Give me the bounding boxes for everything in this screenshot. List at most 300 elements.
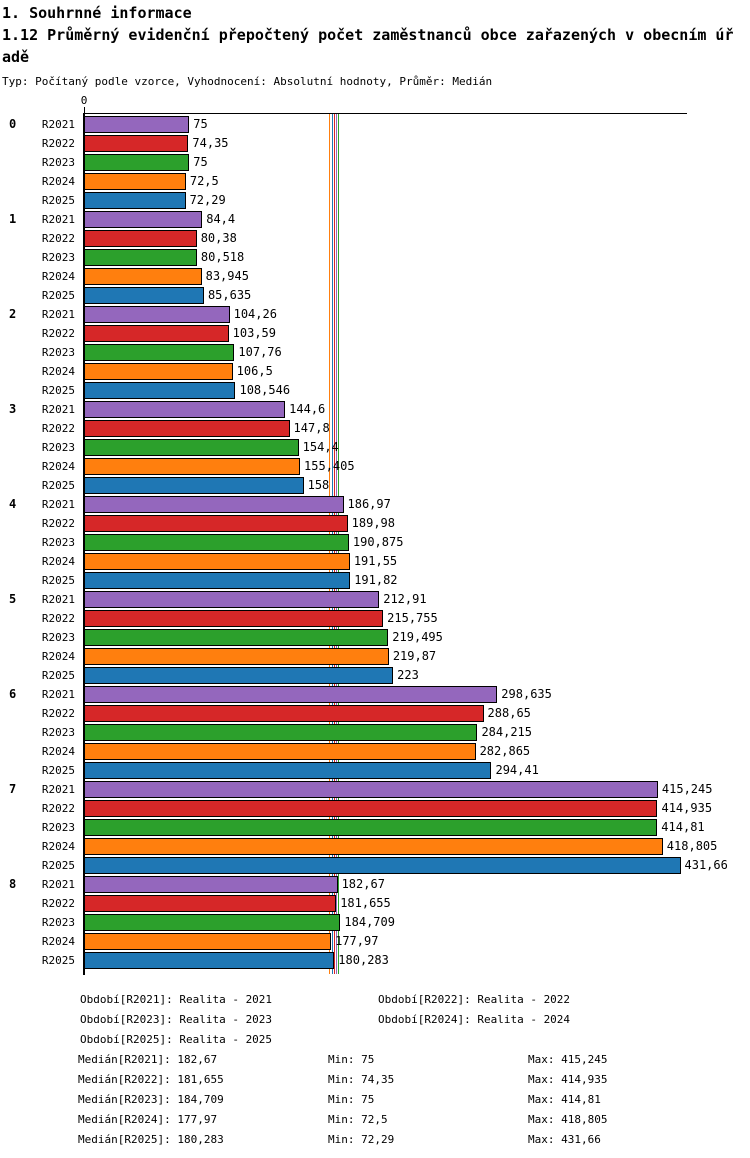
bar-row (0, 553, 690, 570)
bar-track (84, 724, 690, 741)
bar-value-label: 181,655 (340, 896, 391, 910)
bar-track (84, 952, 690, 969)
group-label-spacer (0, 572, 34, 589)
group-label-spacer (0, 762, 34, 779)
bar-group-5 (0, 591, 690, 684)
chart-title-line2: adě (2, 48, 30, 66)
series-label: R2021 (41, 213, 75, 226)
bar-row (0, 534, 690, 551)
bar-r2025 (84, 667, 393, 684)
bar-row (0, 762, 690, 779)
group-label-spacer (0, 933, 34, 950)
legend-period-item: Období[R2021]: Realita - 2021 (80, 993, 273, 1006)
series-label: R2022 (41, 707, 75, 720)
series-label: R2022 (41, 897, 75, 910)
bar-row (0, 116, 690, 133)
series-label: R2022 (41, 612, 75, 625)
bar-value-label: 288,65 (487, 706, 531, 720)
bar-track (84, 173, 690, 190)
group-label: 6 (9, 687, 17, 701)
bar-track (84, 648, 690, 665)
bar-track (84, 895, 690, 912)
bar-r2025 (84, 477, 304, 494)
group-label-spacer (0, 667, 34, 684)
group-label-spacer (0, 705, 34, 722)
series-label: R2024 (41, 745, 75, 758)
legend-stat-row (78, 1113, 750, 1133)
bar-row (0, 344, 690, 361)
x-axis-line (84, 113, 687, 114)
bar-r2022 (84, 895, 336, 912)
bar-track (84, 762, 690, 779)
series-label: R2023 (41, 441, 75, 454)
bar-r2021 (84, 496, 344, 513)
bar-row (0, 287, 690, 304)
bar-value-label: 284,215 (481, 725, 533, 739)
bar-r2025 (84, 952, 334, 969)
series-label: R2023 (41, 631, 75, 644)
series-label: R2024 (41, 555, 75, 568)
bar-row (0, 135, 690, 152)
bar-value-label: 191,82 (354, 573, 398, 587)
bar-track (84, 325, 690, 342)
bar-r2023 (84, 154, 189, 171)
group-label-spacer (0, 857, 34, 874)
bar-row (0, 192, 690, 209)
bar-value-label: 75 (193, 117, 208, 131)
bar-value-label: 177,97 (335, 934, 379, 948)
series-label: R2022 (41, 232, 75, 245)
legend-stat-item: Medián[R2025]: 180,283 (78, 1133, 224, 1146)
bar-row (0, 914, 690, 931)
bar-value-label: 155,405 (304, 459, 355, 473)
series-label: R2023 (41, 916, 75, 929)
bar-value-label: 72,29 (189, 193, 226, 207)
bar-r2022 (84, 230, 197, 247)
bar-track (84, 591, 690, 608)
bar-track (84, 268, 690, 285)
bar-row (0, 515, 690, 532)
series-label: R2023 (41, 536, 75, 549)
series-label: R2021 (41, 118, 75, 131)
bar-row (0, 173, 690, 190)
series-label: R2023 (41, 346, 75, 359)
bar-value-label: 182,67 (341, 877, 385, 891)
chart-title-line1: 1.12 Průměrný evidenční přepočtený počet zaměstnanců obce zařazených v obecním úř (2, 26, 734, 44)
bar-value-label: 223 (397, 668, 419, 682)
bar-value-label: 103,59 (232, 326, 277, 340)
bar-r2023 (84, 344, 234, 361)
bar-value-label: 75 (193, 155, 208, 169)
bar-value-label: 215,755 (387, 611, 438, 625)
series-label: R2023 (41, 156, 75, 169)
bar-value-label: 158 (307, 478, 330, 492)
group-label-spacer (0, 743, 34, 760)
bar-r2025 (84, 857, 681, 874)
bar-r2024 (84, 838, 663, 855)
group-label-spacer (0, 610, 34, 627)
legend-stat-row (78, 1053, 750, 1073)
bar-value-label: 85,635 (207, 288, 252, 302)
bar-row (0, 154, 690, 171)
group-label-spacer (0, 325, 34, 342)
bar-track (84, 401, 690, 418)
bar-track (84, 857, 728, 874)
group-label-spacer (0, 363, 34, 380)
group-label-spacer (0, 249, 34, 266)
legend-stat-item: Min: 75 (328, 1053, 375, 1066)
series-label: R2022 (41, 422, 75, 435)
bar-value-label: 219,495 (392, 630, 443, 644)
bar-track (84, 800, 713, 817)
bar-r2022 (84, 420, 290, 437)
group-label-spacer (0, 420, 34, 437)
group-label-spacer (0, 154, 34, 171)
series-label: R2021 (41, 308, 75, 321)
bar-row (0, 230, 690, 247)
bar-value-label: 108,546 (239, 383, 291, 397)
series-label: R2024 (41, 175, 75, 188)
bar-track (84, 363, 690, 380)
group-label-spacer (0, 268, 34, 285)
bar-value-label: 106,5 (236, 364, 273, 378)
group-label: 2 (9, 307, 17, 321)
bar-track (84, 914, 690, 931)
bar-value-label: 154,4 (302, 440, 339, 454)
bar-row (0, 572, 690, 589)
bar-value-label: 219,87 (392, 649, 437, 663)
bar-track (84, 515, 690, 532)
bar-row (0, 648, 690, 665)
bar-value-label: 184,709 (344, 915, 395, 929)
report-header (2, 2, 750, 89)
bar-r2022 (84, 800, 657, 817)
series-label: R2021 (41, 878, 75, 891)
bar-row (0, 249, 690, 266)
bar-row (0, 857, 728, 874)
bar-row (0, 781, 713, 798)
bar-group-3 (0, 401, 690, 494)
bar-group-7 (0, 781, 728, 874)
legend-period-item: Období[R2023]: Realita - 2023 (80, 1013, 273, 1026)
bar-row (0, 895, 690, 912)
series-label: R2025 (41, 384, 75, 397)
group-label-spacer (0, 230, 34, 247)
group-label-spacer (0, 648, 34, 665)
legend-period-row (78, 993, 750, 1013)
bar-value-label: 180,283 (338, 953, 389, 967)
bar-r2023 (84, 534, 349, 551)
bar-row (0, 439, 690, 456)
bar-row (0, 705, 690, 722)
bar-r2021 (84, 781, 658, 798)
bar-group-8 (0, 876, 690, 969)
bar-value-label: 80,38 (200, 231, 237, 245)
group-label: 7 (9, 782, 17, 796)
bar-track (84, 781, 713, 798)
bar-track (84, 154, 690, 171)
legend-stat-item: Max: 414,935 (528, 1073, 608, 1086)
bar-track (84, 534, 690, 551)
bar-row (0, 876, 690, 893)
bar-value-label: 107,76 (238, 345, 282, 359)
series-label: R2021 (41, 783, 75, 796)
bar-row (0, 211, 690, 228)
bar-value-label: 212,91 (383, 592, 427, 606)
group-label-spacer (0, 192, 34, 209)
bar-track (84, 629, 690, 646)
bar-row (0, 306, 690, 323)
group-label-spacer (0, 895, 34, 912)
bar-r2023 (84, 914, 340, 931)
bar-track (84, 553, 690, 570)
bar-track (84, 667, 690, 684)
legend-stat-item: Min: 75 (328, 1093, 375, 1106)
legend-stat-item: Min: 72,29 (328, 1133, 395, 1146)
group-label: 4 (9, 497, 17, 511)
legend-stat-row (78, 1133, 750, 1153)
group-label-spacer (0, 135, 34, 152)
bar-row (0, 420, 690, 437)
bar-track (84, 211, 690, 228)
bar-r2024 (84, 268, 202, 285)
bar-track (84, 287, 690, 304)
group-label-spacer (0, 344, 34, 361)
bar-track (84, 572, 690, 589)
bar-r2025 (84, 382, 235, 399)
bar-row (0, 458, 690, 475)
bar-r2023 (84, 629, 388, 646)
bar-row (0, 363, 690, 380)
series-label: R2025 (41, 479, 75, 492)
bar-group-0 (0, 116, 690, 209)
bar-r2023 (84, 724, 477, 741)
section-title: 1. Souhrnné informace (2, 4, 192, 22)
bar-track (84, 876, 690, 893)
bar-track (84, 420, 690, 437)
bar-r2021 (84, 591, 379, 608)
bar-track (84, 933, 690, 950)
legend-stat-item: Medián[R2024]: 177,97 (78, 1113, 218, 1126)
group-label: 0 (9, 117, 17, 131)
series-label: R2023 (41, 251, 75, 264)
bar-r2022 (84, 515, 348, 532)
bar-track (84, 705, 690, 722)
chart-meta: Typ: Počítaný podle vzorce, Vyhodnocení: Absolutní hodnoty, Průměr: Medián (2, 75, 493, 88)
legend-stat-item: Min: 72,5 (328, 1113, 388, 1126)
legend-period-row (78, 1033, 750, 1053)
bar-row (0, 325, 690, 342)
group-label: 8 (9, 877, 17, 891)
series-label: R2023 (41, 821, 75, 834)
bar-row (0, 743, 690, 760)
bar-r2021 (84, 306, 230, 323)
series-label: R2024 (41, 270, 75, 283)
bar-value-label: 84,4 (206, 212, 236, 226)
series-label: R2024 (41, 650, 75, 663)
chart-rows (0, 116, 728, 971)
bar-chart (0, 95, 750, 985)
series-label: R2025 (41, 574, 75, 587)
bar-r2021 (84, 401, 285, 418)
bar-r2022 (84, 325, 229, 342)
series-label: R2024 (41, 460, 75, 473)
legend-stat-item: Max: 414,81 (528, 1093, 601, 1106)
series-label: R2025 (41, 764, 75, 777)
bar-row (0, 591, 690, 608)
bar-track (84, 249, 690, 266)
bar-track (84, 686, 690, 703)
chart-legend (78, 993, 750, 1153)
group-label-spacer (0, 914, 34, 931)
group-label-spacer (0, 173, 34, 190)
legend-stat-item: Max: 415,245 (528, 1053, 608, 1066)
bar-r2024 (84, 173, 186, 190)
bar-r2024 (84, 363, 233, 380)
bar-value-label: 83,945 (205, 269, 249, 283)
group-label-spacer (0, 838, 34, 855)
bar-row (0, 382, 690, 399)
group-label: 1 (9, 212, 17, 226)
legend-stat-item: Min: 74,35 (328, 1073, 395, 1086)
bar-track (84, 382, 690, 399)
legend-stat-item: Max: 431,66 (528, 1133, 601, 1146)
bar-row (0, 610, 690, 627)
group-label-spacer (0, 800, 34, 817)
bar-track (84, 135, 690, 152)
series-label: R2021 (41, 593, 75, 606)
group-label-spacer (0, 515, 34, 532)
group-label-spacer (0, 439, 34, 456)
bar-row (0, 477, 690, 494)
x-axis-zero-label: 0 (80, 94, 88, 107)
bar-value-label: 431,66 (684, 858, 728, 872)
bar-group-6 (0, 686, 690, 779)
bar-group-2 (0, 306, 690, 399)
group-label-spacer (0, 534, 34, 551)
series-label: R2025 (41, 954, 75, 967)
bar-row (0, 724, 690, 741)
bar-value-label: 414,81 (661, 820, 705, 834)
bar-r2024 (84, 933, 331, 950)
bar-r2021 (84, 116, 189, 133)
series-label: R2022 (41, 802, 75, 815)
bar-value-label: 282,865 (479, 744, 531, 758)
legend-period-item: Období[R2024]: Realita - 2024 (378, 1013, 571, 1026)
bar-track (84, 344, 690, 361)
bar-value-label: 298,635 (501, 687, 552, 701)
bar-value-label: 186,97 (347, 497, 391, 511)
group-label-spacer (0, 287, 34, 304)
bar-row (0, 952, 690, 969)
bar-track (84, 116, 690, 133)
bar-row (0, 496, 690, 513)
group-label: 3 (9, 402, 17, 416)
bar-value-label: 72,5 (189, 174, 219, 188)
bar-value-label: 144,6 (289, 402, 326, 416)
series-label: R2022 (41, 517, 75, 530)
bar-track (84, 230, 690, 247)
group-label-spacer (0, 952, 34, 969)
bar-r2022 (84, 705, 484, 722)
legend-stat-item: Max: 418,805 (528, 1113, 608, 1126)
series-label: R2025 (41, 669, 75, 682)
bar-row (0, 686, 690, 703)
y-axis-line (83, 113, 85, 975)
legend-stat-row (78, 1093, 750, 1113)
bar-value-label: 74,35 (192, 136, 229, 150)
series-label: R2023 (41, 726, 75, 739)
bar-row (0, 933, 690, 950)
bar-r2023 (84, 819, 657, 836)
legend-period-item: Období[R2022]: Realita - 2022 (378, 993, 571, 1006)
bar-value-label: 190,875 (352, 535, 404, 549)
bar-r2023 (84, 249, 197, 266)
bar-row (0, 401, 690, 418)
series-label: R2025 (41, 194, 75, 207)
group-label-spacer (0, 458, 34, 475)
bar-row (0, 800, 713, 817)
bar-track (84, 306, 690, 323)
bar-row (0, 629, 690, 646)
bar-r2024 (84, 553, 350, 570)
bar-r2024 (84, 458, 300, 475)
bar-value-label: 80,518 (200, 250, 245, 264)
bar-track (84, 838, 718, 855)
bar-r2021 (84, 686, 497, 703)
bar-track (84, 477, 690, 494)
bar-track (84, 439, 690, 456)
group-label-spacer (0, 553, 34, 570)
series-label: R2021 (41, 498, 75, 511)
bar-value-label: 415,245 (661, 782, 713, 796)
bar-track (84, 192, 690, 209)
legend-stat-item: Medián[R2021]: 182,67 (78, 1053, 218, 1066)
series-label: R2022 (41, 327, 75, 340)
series-label: R2025 (41, 859, 75, 872)
bar-value-label: 191,55 (353, 554, 398, 568)
legend-period-row (78, 1013, 750, 1033)
bar-r2021 (84, 211, 202, 228)
bar-r2022 (84, 135, 188, 152)
bar-row (0, 268, 690, 285)
bar-row (0, 819, 705, 836)
bar-r2024 (84, 648, 389, 665)
bar-track (84, 458, 690, 475)
bar-r2023 (84, 439, 299, 456)
series-label: R2021 (41, 403, 75, 416)
bar-group-4 (0, 496, 690, 589)
series-label: R2024 (41, 365, 75, 378)
series-label: R2022 (41, 137, 75, 150)
bar-r2021 (84, 876, 338, 893)
group-label-spacer (0, 724, 34, 741)
bar-value-label: 414,935 (661, 801, 713, 815)
bar-r2025 (84, 572, 350, 589)
bar-track (84, 819, 705, 836)
legend-stat-item: Medián[R2022]: 181,655 (78, 1073, 224, 1086)
legend-stat-row (78, 1073, 750, 1093)
series-label: R2025 (41, 289, 75, 302)
bar-value-label: 294,41 (495, 763, 539, 777)
bar-r2024 (84, 743, 476, 760)
group-label: 5 (9, 592, 17, 606)
bar-value-label: 189,98 (351, 516, 395, 530)
group-label-spacer (0, 477, 34, 494)
bar-r2025 (84, 192, 186, 209)
group-label-spacer (0, 819, 34, 836)
bar-value-label: 147,8 (293, 421, 330, 435)
